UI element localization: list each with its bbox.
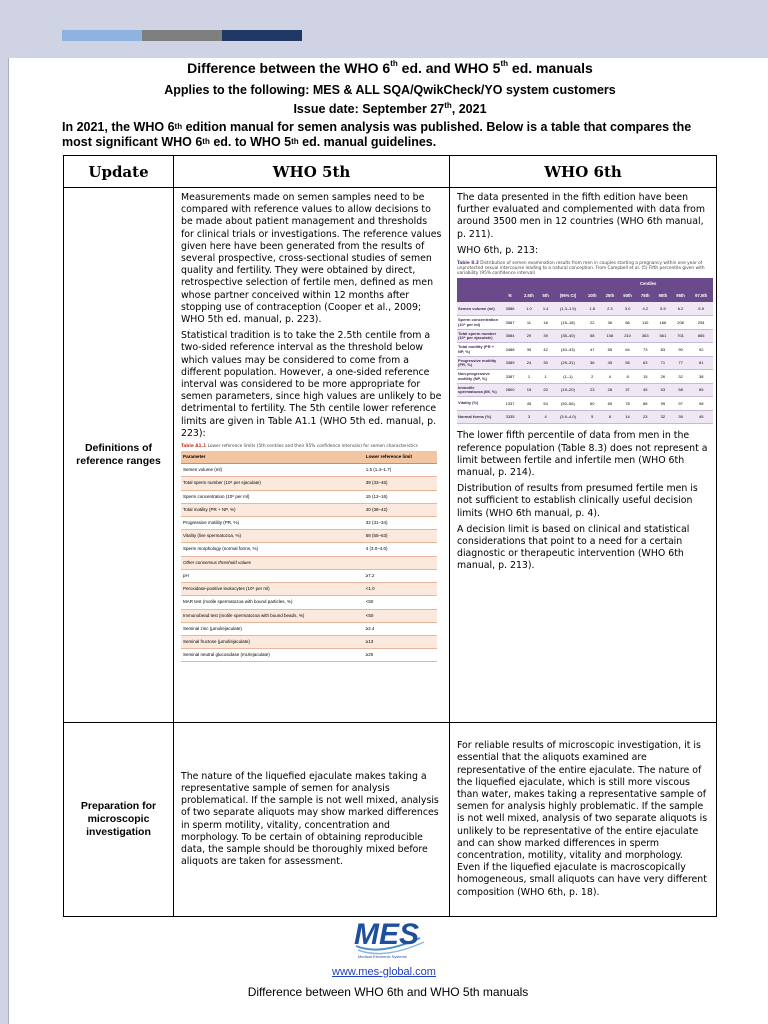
table-a11-cell: ≥7.2 — [364, 569, 437, 582]
table-83-col-header: 90th — [654, 290, 672, 302]
table-83-col-header: (95% CI) — [553, 290, 584, 302]
table-83-cell: Total sperm number (10⁶ per ejaculate) — [457, 329, 501, 343]
table-83-cell: 55 — [619, 356, 637, 370]
table-header-row — [64, 156, 717, 188]
table-a11-row — [181, 530, 437, 543]
table-83-cell: 32 — [672, 370, 690, 384]
table-83-cell: 3389 — [501, 356, 519, 370]
table-a11-subhead-cell: Other consensus threshold values — [181, 556, 437, 569]
table-83-cell: 78 — [619, 397, 637, 411]
table-a11-row — [181, 622, 437, 635]
table-83-cell: 1337 — [501, 397, 519, 411]
table-83-cell: 97 — [672, 397, 690, 411]
table-83-cell: 73 — [636, 343, 654, 357]
table-a11-row — [181, 490, 437, 503]
table-83-cell: 20 — [539, 383, 553, 397]
table-83-cell: 66 — [619, 316, 637, 330]
table-a11-row — [181, 635, 437, 648]
table-83-col-header: 2.5th — [519, 290, 539, 302]
table-83-cell: 208 — [672, 316, 690, 330]
table-83-row — [457, 370, 713, 384]
table-83-cell: 3335 — [501, 410, 519, 424]
who6-reference-cell — [450, 188, 717, 723]
banner-bar-light-blue — [62, 30, 142, 41]
table-a11-cell: Seminal zinc (µmol/ejaculate) — [181, 622, 364, 635]
table-a11-cell: ≥13 — [364, 635, 437, 648]
table-83-cell: 55 — [601, 343, 619, 357]
who5-paragraph: Statistical tradition is to take the 2.5th centile from a two-sided reference interval as the threshold below which values may be considered to come from a different population. However, a one-sided reference interval was considered to be more appropriate for semen parameters, since high values are unlikely to be detrimental to fertility. The 5th centile lower reference limits are given in Table A1.1 (WHO 5th ed. manual, p. 223): — [181, 330, 442, 439]
table-83-row — [457, 356, 713, 370]
table-83-cell: 53 — [654, 383, 672, 397]
table-83-col-header: 50th — [619, 290, 637, 302]
table-a11-subhead — [181, 556, 437, 569]
table-83-cell: Semen volume (ml) — [457, 302, 501, 316]
logo-wordmark: MES — [354, 918, 420, 951]
website-link[interactable]: www.mes-global.com — [332, 966, 436, 978]
table-83-cell: 23 — [636, 410, 654, 424]
header-who6: WHO 6th — [450, 156, 717, 188]
table-83-col-header: 5th — [539, 290, 553, 302]
table-83-cell: 5.5 — [654, 302, 672, 316]
table-83-cell: 42 — [539, 343, 553, 357]
table-a11-row — [181, 517, 437, 530]
table-83-cell: (1.3–1.5) — [553, 302, 584, 316]
table-83-cell: Progressive motility (PR, %) — [457, 356, 501, 370]
row-label-microscopic-prep: Preparation for microscopic investigation — [64, 723, 174, 917]
table-83-cell: 36 — [583, 356, 601, 370]
table-83-cell: 701 — [672, 329, 690, 343]
table-83-col-header: 95th — [672, 290, 690, 302]
table-83-cell: 77 — [672, 356, 690, 370]
table-83-cell: Normal forms (%) — [457, 410, 501, 424]
table-83-cell: 37 — [619, 383, 637, 397]
table-a11-cell: MAR test (motile spermatozoa with bound particles, %) — [181, 596, 364, 609]
table-83-cell: 45 — [601, 356, 619, 370]
table-83-cell: 63 — [636, 356, 654, 370]
table-a11-row — [181, 569, 437, 582]
table-a11-cell: 39 (33–46) — [364, 477, 437, 490]
table-83-cell: 108 — [601, 329, 619, 343]
table-83-cell: 3 — [519, 410, 539, 424]
table-a11-cell: <50 — [364, 596, 437, 609]
table-83 — [457, 278, 713, 424]
table-a11-cell: 15 (12–16) — [364, 490, 437, 503]
table-83-cell: 45 — [636, 383, 654, 397]
table-83-cell: 95 — [654, 397, 672, 411]
table-83-cell: (29–31) — [553, 356, 584, 370]
table-83-cell: 58 — [672, 383, 690, 397]
table-83-cell: 23 — [583, 383, 601, 397]
table-83-cell: 88 — [636, 397, 654, 411]
comparison-table — [63, 155, 717, 917]
table-83-cell: 36 — [601, 316, 619, 330]
table-83-cell: 2 — [583, 370, 601, 384]
table-83-cell: 45 — [689, 410, 713, 424]
who5-prep-cell: The nature of the liquefied ejaculate makes taking a representative sample of semen for analysis problematical. If the sample is not well mixed, analysis of two separate aliquots may show marked differences in sperm motility, vitality, concentration and morphology. To be certain of obtaining reproducible data, the sample should be thoroughly mixed before aliquots are taken for assessment. — [174, 723, 450, 917]
table-83-cell: 1 — [519, 370, 539, 384]
table-83-cell: 30 — [539, 356, 553, 370]
issue-date: Issue date: September 27th, 2021 — [293, 101, 487, 116]
table-a11-row — [181, 464, 437, 477]
table-a11-row — [181, 543, 437, 556]
table-a11-cell: Vitality (live spermatozoa, %) — [181, 530, 364, 543]
who6-prep-cell: For reliable results of microscopic investigation, it is essential that the aliquots examined are representative of the entire ejaculate. The nature of the liquefied ejaculate, which is still more viscous than water, makes taking a representative sample of semen for analysis highly problematic. If the sample is not well mixed, analysis of two separate aliquots is unlikely to be representative of the entire ejaculate and can show marked differences in sperm concentration, motility, vitality and morphology. Even if the liquefied ejaculate is macroscopically homogeneous, small aliquots can have very different composition (WHO 6th, p. 18). — [450, 723, 717, 917]
table-83-cell: 3387 — [501, 370, 519, 384]
table-83-col-header: 97.5th — [689, 290, 713, 302]
table-83-cell: (40–43) — [553, 343, 584, 357]
table-83-cell: Total motility (PR + NP, %) — [457, 343, 501, 357]
table-a11-row — [181, 596, 437, 609]
footer-title: Difference between WHO 6th and WHO 5th manuals — [247, 985, 529, 999]
table-83-col-header — [457, 290, 501, 302]
table-83-col-header: 75th — [636, 290, 654, 302]
table-83-cell: Vitality (%) — [457, 397, 501, 411]
who6-paragraph: A decision limit is based on clinical and statistical considerations that point to a need for a certain diagnostic or therapeutic intervention (WHO 6th manual, p. 213). — [457, 523, 690, 572]
table-a11-cell: Peroxidase-positive leukocytes (10⁶ per ml) — [181, 583, 364, 596]
table-83-cell: 1.0 — [519, 302, 539, 316]
who6-paragraph: Distribution of results from presumed fertile men is not sufficient to establish clinically useful decision limits (WHO 6th manual, p. 4). — [457, 483, 698, 519]
table-83-cell: 561 — [654, 329, 672, 343]
table-83-cell: 3.0 — [619, 302, 637, 316]
table-83-cell: 1 — [539, 370, 553, 384]
table-83-cell: 45 — [519, 397, 539, 411]
table-83-cell: 47 — [583, 343, 601, 357]
table-83-cell: 5 — [583, 410, 601, 424]
banner-bar-navy — [222, 30, 302, 41]
who6-paragraph: The lower fifth percentile of data from men in the reference population (Table 8.3) does not represent a limit between fertile and infertile men (WHO 6th manual, p. 214). — [457, 430, 708, 479]
table-83-cell: Sperm concentration (10⁶ per ml) — [457, 316, 501, 330]
table-83-cell: 6.2 — [672, 302, 690, 316]
table-83-cell: 90 — [672, 343, 690, 357]
table-83-caption: Table 8.3 Distribution of semen examination results from men in couples starting a pregnancy within one year of unprotected sexual intercourse leading to a natural conception. From Campbell et al. (5) Fifth percentile given with variability (95% confidence interval) — [457, 261, 705, 277]
table-a11-row — [181, 477, 437, 490]
table-a11-row — [181, 503, 437, 516]
table-a11-cell: ≥20 — [364, 649, 437, 662]
table-83-row — [457, 302, 713, 316]
table-83-cell: 3488 — [501, 343, 519, 357]
row-label-reference-ranges: Definitions of reference ranges — [64, 188, 174, 723]
who6-paragraph: WHO 6th, p. 213: — [457, 244, 539, 256]
table-83-col-header: 25th — [601, 290, 619, 302]
table-83-cell: Immotile spermatozoa (IM, %) — [457, 383, 501, 397]
table-83-cell: 2.3 — [601, 302, 619, 316]
table-a11-cell: ≥2.4 — [364, 622, 437, 635]
table-83-cell: 1.4 — [539, 302, 553, 316]
table-a11-cell: Total sperm number (10⁶ per ejaculate) — [181, 477, 364, 490]
table-83-cell: 71 — [654, 356, 672, 370]
table-83-cell: 81 — [689, 356, 713, 370]
table-a11-cell: Progressive motility (PR, %) — [181, 517, 364, 530]
table-83-cell: Non-progressive motility (NP, %) — [457, 370, 501, 384]
table-83-cell: 58 — [583, 329, 601, 343]
table-83-cell: 29 — [519, 329, 539, 343]
table-83-centiles-header: Centiles — [583, 278, 713, 290]
table-83-cell: 54 — [539, 397, 553, 411]
who5-reference-cell — [174, 188, 450, 723]
table-83-cell: (35–40) — [553, 329, 584, 343]
table-83-cell: (3.9–4.0) — [553, 410, 584, 424]
table-83-row — [457, 397, 713, 411]
table-83-cell: 8 — [619, 370, 637, 384]
table-a11-cell: Total motility (PR + NP, %) — [181, 503, 364, 516]
table-83-cell: 6.9 — [689, 302, 713, 316]
who5-paragraph: Measurements made on semen samples need to be compared with reference values to allow decisions to be made about patient management and thresholds for clinical trials or investigations. The reference values given here have been generated from the results of several prospective, cross-sectional studies of semen quality and fertility. They were obtained by direct, retrospective selection of fertile men, defined as men whose partner conceived within 12 months after stopping use of contraception (Cooper et al., 2009; WHO 5th ed. manual, p. 223). — [181, 192, 442, 326]
table-83-cell: 8 — [601, 410, 619, 424]
left-margin-band — [0, 58, 8, 1024]
table-row — [64, 723, 717, 917]
table-83-cell: 865 — [689, 329, 713, 343]
document-title: Difference between the WHO 6th ed. and WHO 5th ed. manuals — [187, 59, 593, 76]
table-83-cell: 110 — [636, 316, 654, 330]
table-83-cell: (1–1) — [553, 370, 584, 384]
who6-paragraph: The data presented in the fifth edition have been further evaluated and complemented with data from around 3500 men in 12 countries (WHO 6th manual, p. 211). — [457, 192, 706, 240]
table-row — [64, 188, 717, 723]
table-83-col-header: 10th — [583, 290, 601, 302]
table-a11-cell: pH — [181, 569, 364, 582]
table-83-cell: 14 — [619, 410, 637, 424]
table-83-cell: 15 — [636, 370, 654, 384]
applies-to-line: Applies to the following: MES & ALL SQA/QwikCheck/YO system customers — [164, 83, 616, 97]
table-83-cell: 38 — [689, 370, 713, 384]
table-a11-row — [181, 583, 437, 596]
table-83-cell: 64 — [619, 343, 637, 357]
table-83-cell: (15–18) — [553, 316, 584, 330]
table-a11 — [181, 451, 437, 662]
table-83-cell: 15 — [519, 383, 539, 397]
table-83-cell: 16 — [539, 316, 553, 330]
table-83-cell: 3587 — [501, 316, 519, 330]
intro-paragraph: In 2021, the WHO 6th edition manual for semen analysis was published. Below is a table that compares the most significant WHO 6th ed. to WHO 5th ed. manual guidelines. — [62, 120, 692, 149]
table-a11-header: Lower reference limit — [364, 451, 437, 464]
table-a11-cell: <50 — [364, 609, 437, 622]
top-banner — [0, 0, 768, 58]
table-a11-row — [181, 649, 437, 662]
table-a11-cell: 1.5 (1.4–1.7) — [364, 464, 437, 477]
header-update: Update — [64, 156, 174, 188]
table-83-row — [457, 410, 713, 424]
logo-subtitle: Medical Electronic Systems — [358, 954, 407, 959]
table-83-row — [457, 343, 713, 357]
left-margin-line — [8, 58, 9, 1024]
table-83-cell: 2800 — [501, 383, 519, 397]
table-83-cell: 98 — [689, 397, 713, 411]
table-83-cell: 4.2 — [636, 302, 654, 316]
table-83-col-header: N — [501, 290, 519, 302]
table-83-cell: 210 — [619, 329, 637, 343]
table-83-cell: 92 — [689, 343, 713, 357]
table-83-cell: 254 — [689, 316, 713, 330]
table-83-cell: 39 — [672, 410, 690, 424]
table-a11-cell: 32 (31–34) — [364, 517, 437, 530]
table-a11-cell: 40 (38–42) — [364, 503, 437, 516]
header-who5: WHO 5th — [174, 156, 450, 188]
table-a11-cell: Sperm concentration (10⁶ per ml) — [181, 490, 364, 503]
table-83-cell: 32 — [654, 410, 672, 424]
table-83-cell: 11 — [519, 316, 539, 330]
table-83-cell: (50–56) — [553, 397, 584, 411]
table-83-cell: 83 — [654, 343, 672, 357]
table-83-cell: 4 — [601, 370, 619, 384]
table-a11-header: Parameter — [181, 451, 364, 464]
table-a11-cell: Seminal neutral glucosidase (mU/ejaculate) — [181, 649, 364, 662]
table-a11-cell: Sperm morphology (normal forms, %) — [181, 543, 364, 556]
mes-logo — [350, 916, 430, 962]
table-83-cell: (19–20) — [553, 383, 584, 397]
table-a11-cell: 4 (3.0–4.0) — [364, 543, 437, 556]
table-83-cell: 24 — [519, 356, 539, 370]
table-83-cell: 166 — [654, 316, 672, 330]
table-83-cell: 35 — [519, 343, 539, 357]
table-83-cell: 4 — [539, 410, 553, 424]
table-83-cell: 39 — [539, 329, 553, 343]
table-a11-cell: <1.0 — [364, 583, 437, 596]
table-83-cell: 3584 — [501, 329, 519, 343]
table-83-cell: 26 — [654, 370, 672, 384]
table-83-row — [457, 383, 713, 397]
table-83-cell: 65 — [689, 383, 713, 397]
table-a11-caption: Table A1.1 Lower reference limits (5th centiles and their 95% confidence intervals) for semen characteristics — [181, 444, 418, 450]
table-a11-cell: Semen volume (ml) — [181, 464, 364, 477]
table-83-row — [457, 316, 713, 330]
table-83-cell: 3586 — [501, 302, 519, 316]
table-83-row — [457, 329, 713, 343]
table-a11-cell: Seminal fructose (µmol/ejaculate) — [181, 635, 364, 648]
table-83-cell: 60 — [583, 397, 601, 411]
table-83-cell: 69 — [601, 397, 619, 411]
table-a11-row — [181, 609, 437, 622]
table-83-cell: 22 — [583, 316, 601, 330]
table-83-cell: 1.8 — [583, 302, 601, 316]
table-a11-cell: 58 (55–63) — [364, 530, 437, 543]
table-83-cell: 28 — [601, 383, 619, 397]
banner-bar-gray — [142, 30, 222, 41]
table-83-cell: 363 — [636, 329, 654, 343]
table-a11-cell: Immunobead test (motile spermatozoa with bound beads, %) — [181, 609, 364, 622]
